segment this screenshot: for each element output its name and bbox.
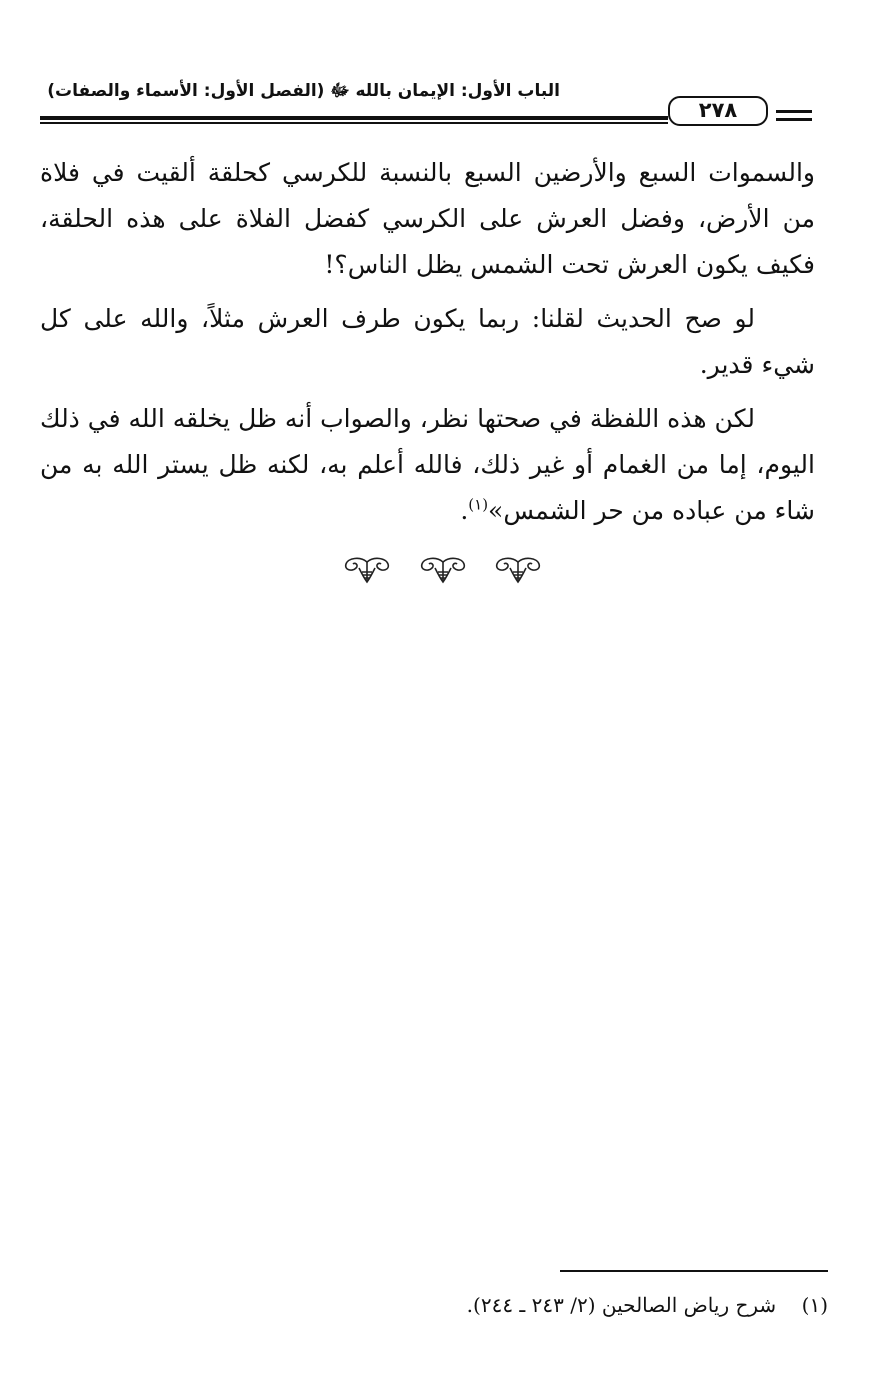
fleuron-icon bbox=[493, 556, 543, 586]
footnote-text: شرح رياض الصالحين (٢/ ٢٤٣ ـ ٢٤٤). bbox=[466, 1293, 777, 1317]
paragraph-3-end: . bbox=[460, 496, 469, 525]
header-dash-bottom bbox=[776, 118, 812, 121]
fleuron-icon bbox=[418, 556, 468, 586]
section-divider bbox=[0, 556, 885, 586]
footnote-separator bbox=[560, 1270, 828, 1272]
paragraph-2: لو صح الحديث لقلنا: ربما يكون طرف العرش مثلاً، والله على كل شيء قدير. bbox=[40, 304, 815, 379]
body-text bbox=[40, 150, 815, 542]
header-rule-thick bbox=[40, 116, 668, 120]
header-dash-top bbox=[776, 110, 812, 113]
footnote bbox=[40, 1288, 828, 1322]
footnote-marker: (١) bbox=[801, 1293, 828, 1317]
paragraph-1: والسموات السبع والأرضين السبع بالنسبة للكرسي كحلقة ألقيت في فلاة من الأرض، وفضل العرش على الكرسي كفضل الفلاة على هذه الحلقة، فكيف يكون العرش تحت الشمس يظل الناس؟! bbox=[40, 158, 815, 279]
header-rule-thin bbox=[40, 122, 668, 124]
fleuron-icon bbox=[342, 556, 392, 586]
running-title: الباب الأول: الإيمان بالله ﷻ (الفصل الأول: الأسماء والصفات) bbox=[47, 81, 560, 101]
page-header bbox=[40, 78, 815, 130]
paragraph-3 bbox=[40, 396, 815, 534]
paragraph-3-text: لكن هذه اللفظة في صحتها نظر، والصواب أنه ظل يخلقه الله في ذلك اليوم، إما من الغمام أو غير ذلك، فالله أعلم به، لكنه ظل يستر الله به من شاء من عباده من حر الشمس» bbox=[40, 404, 815, 525]
footnote-reference: (١) bbox=[468, 495, 489, 514]
page-number: ٢٧٨ bbox=[668, 96, 768, 126]
